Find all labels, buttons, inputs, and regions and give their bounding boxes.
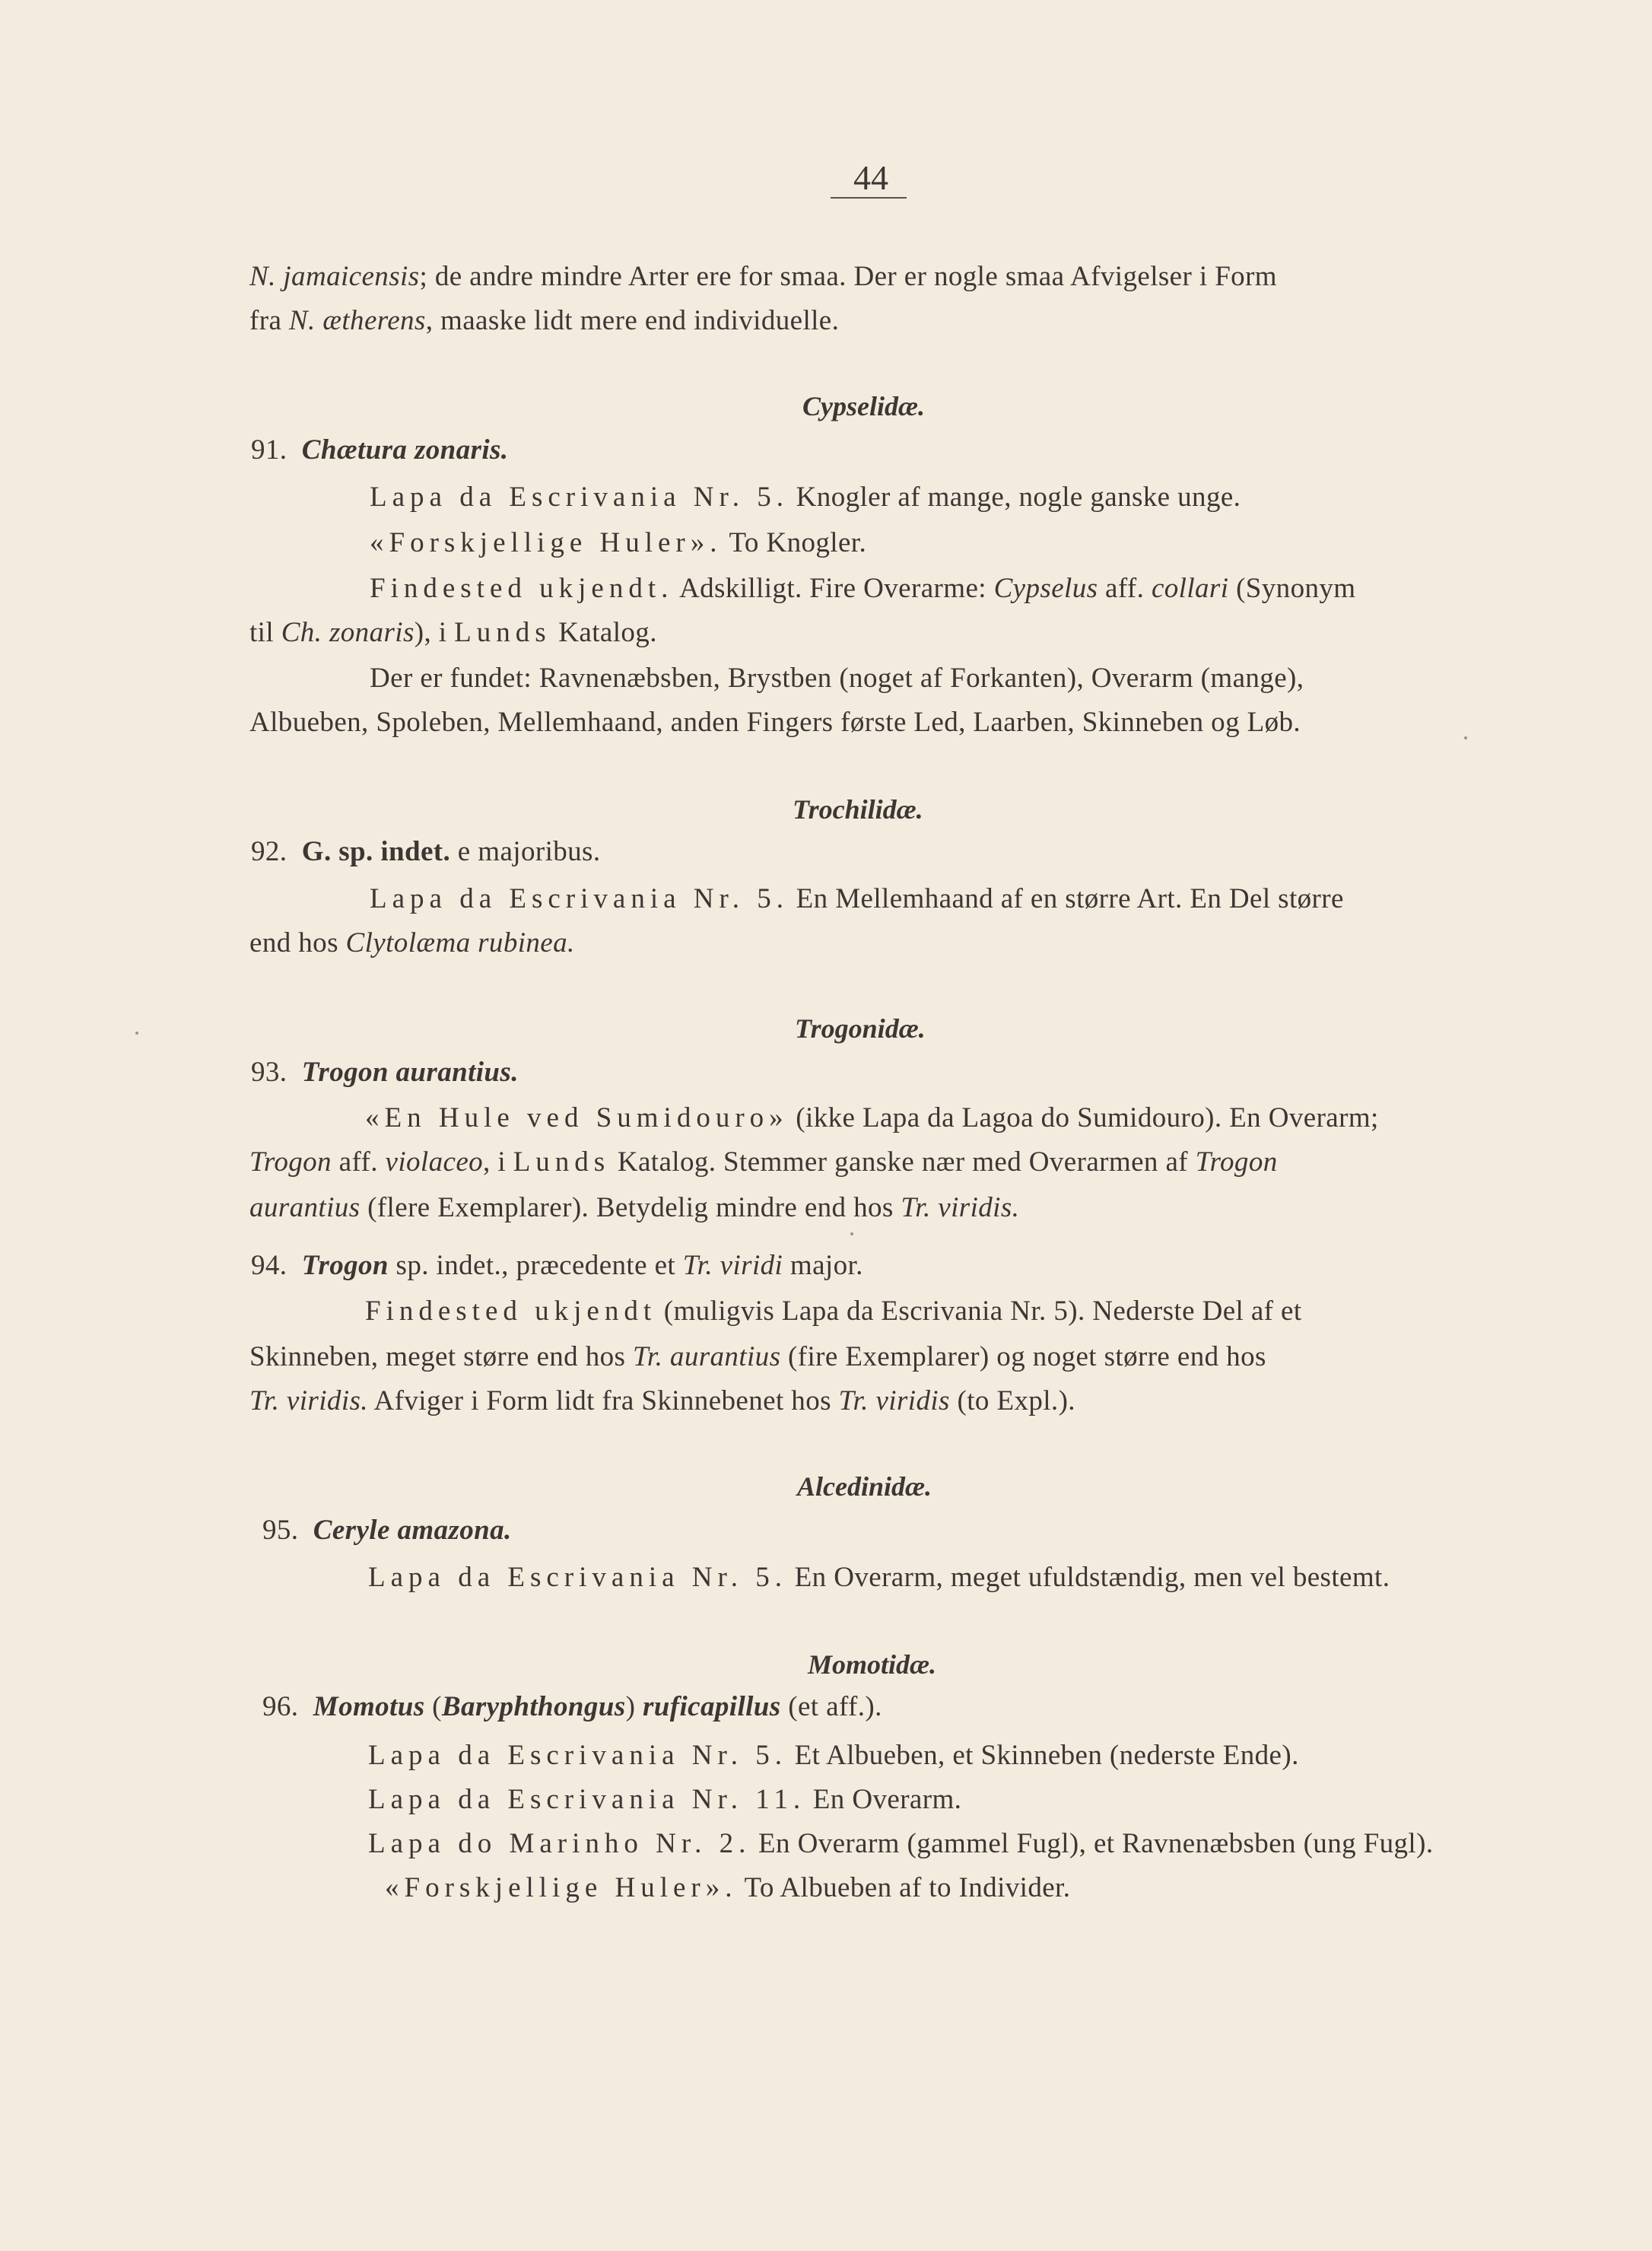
scan-speck [850, 1232, 853, 1235]
entry-96-line-2 [368, 1783, 961, 1817]
taxon-name: Tr. viridis. [249, 1385, 368, 1416]
locality: Lapa da Escrivania Nr. 5. [370, 482, 789, 513]
text: til [249, 617, 281, 648]
family-heading-momotidae: Momotidæ. [808, 1649, 937, 1680]
entry-91-line-5: Der er fundet: Ravnenæbsben, Brystben (noget af Forkanten), Overarm (mange), [370, 663, 1304, 694]
taxon-name: Trogon [249, 1146, 332, 1178]
entry-96-line-1 [368, 1739, 1299, 1773]
entry-93-title [251, 1056, 519, 1089]
species-name: Trogon aurantius. [301, 1057, 519, 1088]
author-name: Lunds [454, 617, 551, 648]
text: Knogler af mange, nogle ganske unge. [789, 482, 1241, 513]
text: To Albueben af to Individer. [737, 1872, 1071, 1903]
entry-number: 95. [262, 1515, 299, 1546]
text: Adskilligt. Fire Overarme: [673, 573, 994, 604]
entry-number: 96. [262, 1691, 299, 1722]
text: Katalog. [551, 617, 657, 648]
entry-94-line-2 [249, 1340, 1266, 1374]
species-epithet: ruficapillus [642, 1691, 781, 1722]
entry-91-line-3 [370, 572, 1355, 606]
author-name: Lunds [513, 1146, 611, 1178]
locality: Lapa da Escrivania Nr. 5. [368, 1562, 788, 1593]
taxon-name: N. ætherens [288, 305, 426, 336]
entry-91-line-6: Albueben, Spoleben, Mellemhaand, anden Fingers første Led, Laarben, Skinneben og Løb. [249, 707, 1301, 738]
scan-speck [1464, 736, 1467, 739]
scan-speck [135, 1032, 138, 1035]
intro-line-1 [249, 260, 1277, 294]
species-name: G. sp. indet. [301, 836, 451, 867]
taxon-name: Tr. viridis [838, 1385, 950, 1416]
text: (muligvis Lapa da Escrivania Nr. 5). Nederste Del af et [656, 1296, 1302, 1327]
species-name: Ceryle amazona. [313, 1515, 512, 1546]
family-heading-trochilidae: Trochilidæ. [793, 794, 923, 825]
entry-number: 94. [251, 1250, 288, 1281]
text: En Overarm (gammel Fugl), et Ravnenæbsben (ung Fugl). [751, 1828, 1434, 1859]
locality: Findested ukjendt [365, 1296, 657, 1327]
text: (fire Exemplarer) og noget større end hos [780, 1341, 1266, 1372]
text: Skinneben, meget større end hos [249, 1341, 633, 1372]
text: (flere Exemplarer). Betydelig mindre end hos [360, 1192, 901, 1223]
text: (to Expl.). [949, 1385, 1075, 1416]
text: En Overarm. [805, 1784, 962, 1815]
locality: Findested ukjendt. [370, 573, 674, 604]
taxon-name: Clytolæma rubinea. [345, 927, 575, 959]
page-number: 44 [853, 158, 888, 197]
text: (et aff.). [780, 1691, 882, 1722]
entry-96-line-3 [368, 1827, 1433, 1861]
family-heading-trogonidae: Trogonidæ. [795, 1013, 926, 1044]
entry-93-line-2 [249, 1146, 1278, 1179]
taxon-name: N. jamaicensis [249, 261, 420, 292]
intro-line-2 [249, 304, 839, 338]
taxon-name: aurantius [249, 1192, 361, 1223]
text: major. [783, 1250, 863, 1281]
entry-number: 93. [251, 1057, 288, 1088]
locality: Lapa da Escrivania Nr. 5. [370, 883, 789, 914]
family-heading-cypselidae: Cypselidæ. [802, 391, 925, 421]
subgenus-name: Baryphthongus [441, 1691, 626, 1722]
text: (ikke Lapa da Lagoa do Sumidouro). En Overarm; [788, 1102, 1379, 1133]
text: aff. [1098, 573, 1152, 604]
taxon-name: Tr. viridis. [901, 1192, 1020, 1223]
text: ( [424, 1691, 442, 1722]
species-name: Momotus [313, 1691, 425, 1722]
entry-number: 91. [251, 434, 288, 466]
taxon-name: Tr. aurantius [632, 1341, 781, 1372]
entry-96-line-4 [385, 1871, 1070, 1905]
text: aff. [331, 1146, 386, 1178]
text: , i [483, 1146, 513, 1178]
entry-95-title [262, 1514, 512, 1547]
taxon-name: violaceo [385, 1146, 484, 1178]
text: , maaske lidt mere end individuelle. [425, 305, 840, 336]
text: Katalog. Stemmer ganske nær med Overarmen af [610, 1146, 1196, 1178]
species-name: Trogon [301, 1250, 389, 1281]
text: To Knogler. [722, 527, 867, 558]
taxon-name: Tr. viridi [682, 1250, 783, 1281]
entry-95-line-1 [368, 1561, 1390, 1594]
entry-91-line-1 [370, 481, 1241, 514]
text: En Mellemhaand af en større Art. En Del større [789, 883, 1344, 914]
locality: «En Hule ved Sumidouro» [365, 1102, 789, 1133]
text: sp. indet., præcedente et [388, 1250, 683, 1281]
text: Et Albueben, et Skinneben (nederste Ende). [787, 1740, 1299, 1771]
family-heading-alcedinidae: Alcedinidæ. [797, 1471, 932, 1502]
entry-91-line-2 [370, 526, 866, 560]
entry-91-title [251, 434, 508, 467]
entry-91-line-4 [249, 616, 657, 650]
text: end hos [249, 927, 346, 959]
taxon-name: Ch. zonaris [281, 617, 415, 648]
taxon-name: collari [1151, 573, 1229, 604]
entry-92-line-2 [249, 927, 575, 960]
text: ), i [414, 617, 455, 648]
taxon-name: Cypselus [993, 573, 1098, 604]
text: e majoribus. [450, 836, 601, 867]
species-name: Chætura zonaris. [301, 434, 509, 466]
locality: «Forskjellige Huler». [370, 527, 723, 558]
text: (Synonym [1228, 573, 1356, 604]
locality: Lapa do Marinho Nr. 2. [368, 1828, 751, 1859]
entry-93-line-1 [365, 1102, 1379, 1135]
entry-92-line-1 [370, 882, 1344, 916]
locality: Lapa da Escrivania Nr. 11. [368, 1784, 806, 1815]
entry-94-line-3 [249, 1385, 1075, 1418]
entry-96-title [262, 1690, 882, 1724]
locality: Lapa da Escrivania Nr. 5. [368, 1740, 788, 1771]
entry-number: 92. [251, 836, 288, 867]
text: En Overarm, meget ufuldstændig, men vel bestemt. [787, 1562, 1390, 1593]
taxon-name: Trogon [1195, 1146, 1278, 1178]
text: fra [249, 305, 289, 336]
text: ) [625, 1691, 643, 1722]
entry-94-title [251, 1249, 863, 1283]
locality: «Forskjellige Huler». [385, 1872, 738, 1903]
text: ; de andre mindre Arter ere for smaa. Der er nogle smaa Afvigelser i Form [419, 261, 1277, 292]
entry-93-line-3 [249, 1191, 1019, 1225]
entry-94-line-1 [365, 1295, 1302, 1328]
entry-92-title [251, 835, 601, 869]
text: Afviger i Form lidt fra Skinnebenet hos [367, 1385, 839, 1416]
page-number-rule [831, 197, 907, 199]
